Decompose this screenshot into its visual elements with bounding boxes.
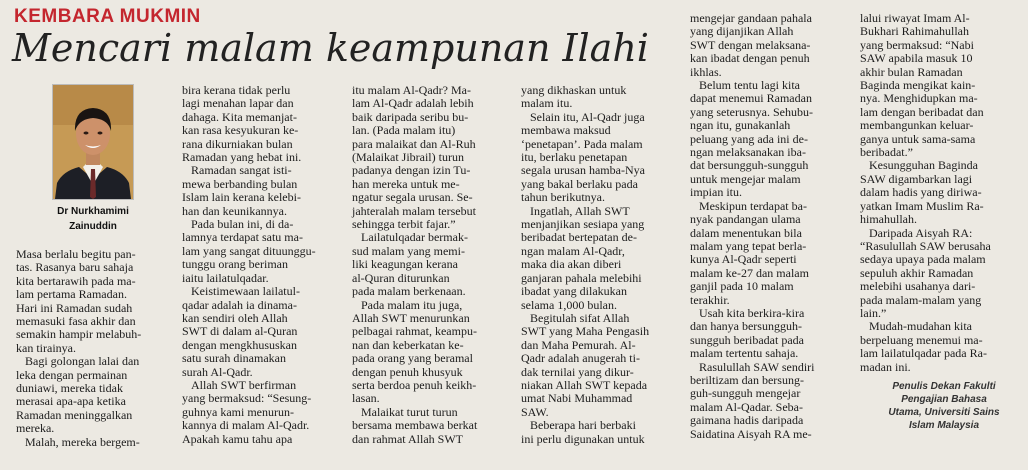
author-name-line1: Dr Nurkhamimi [57, 206, 129, 217]
text-line: lam Al-Qadr adalah lebih [352, 96, 474, 111]
text-line: Pada malam itu juga, [352, 297, 463, 312]
text-line: Belum tentu lagi kita [690, 78, 800, 93]
text-line: sungguh beribadat pada [690, 332, 804, 347]
text-line: Lailatulqadar bermak- [352, 230, 468, 245]
text-line: dapat menemui Ramadan [690, 91, 812, 106]
text-line: mewa berbanding bulan [182, 176, 298, 191]
text-line: sehingga terbit fajar.” [352, 217, 456, 232]
text-line: Beberapa hari berbaki [521, 418, 636, 433]
text-line: itu, berlaku penetapan [521, 150, 628, 165]
text-line: himahullah. [860, 212, 917, 227]
text-line: pada orang yang beramal [352, 351, 473, 366]
text-line: nya. Menghidupkan ma- [860, 91, 978, 106]
text-line: kita bertarawih pada ma- [16, 273, 136, 288]
text-line: Malah, mereka bergem- [16, 434, 140, 449]
text-line: membawa maksud [521, 123, 611, 138]
author-note-line: Utama, Universiti Sains [888, 406, 1000, 418]
text-line: mengejar gandaan pahala [690, 11, 812, 25]
text-line: malam Al-Qadar. Seba- [690, 399, 803, 414]
text-line: para malaikat dan Al-Ruh [352, 136, 476, 151]
text-line: rana dikurniakan bulan [182, 136, 293, 151]
text-line: ibadat yang dilakukan [521, 284, 627, 299]
text-line: mereka. [16, 421, 55, 436]
text-line: Begitulah sifat Allah [521, 310, 630, 325]
text-line: Ingatlah, Allah SWT [521, 203, 630, 218]
text-line: Ramadan sangat isti- [182, 163, 292, 178]
text-line: itu malam Al-Qadr? Ma- [352, 83, 471, 97]
text-line: han mereka untuk me- [352, 176, 460, 191]
text-line: Allah SWT berfirman [182, 377, 297, 392]
text-line: bira kerana tidak perlu [182, 83, 291, 97]
article-headline: Mencari malam keampunan Ilahi [12, 26, 649, 70]
text-line: segala urusan hamba-Nya [521, 163, 645, 178]
text-line: Ramadan meninggalkan [16, 407, 133, 422]
text-line: bersama membawa berkat [352, 418, 478, 433]
text-line: ‘penetapan’. Pada malam [521, 136, 643, 151]
text-line: ganjaran pahala melebihi [521, 270, 642, 285]
author-note [860, 380, 1028, 432]
text-line: ngatur segala urusan. Se- [352, 190, 473, 205]
text-line: guh-sungguh mengejar [690, 386, 801, 401]
text-line: Rasulullah SAW sendiri [690, 359, 815, 374]
article-column-4 [521, 84, 689, 446]
author-note-line: Penulis Dekan Fakulti [892, 380, 996, 392]
text-line: kan ibadat dengan penuh [690, 51, 810, 66]
text-line: peluang yang ada ini de- [690, 131, 808, 146]
text-line: kunya Al-Qadr seperti [690, 252, 797, 267]
text-line: sepuluh akhir Ramadan [860, 265, 974, 280]
text-line: dahaga. Kita memanjat- [182, 109, 297, 124]
text-line: iaitu lailatulqadar. [182, 270, 269, 285]
text-line: tunggu orang beriman [182, 257, 288, 272]
text-line: ngan itu, gunakanlah [690, 118, 791, 133]
text-line: niakan Allah SWT kepada [521, 377, 648, 392]
text-line: al-Quran diturunkan [352, 270, 450, 285]
text-line: yang bakal berlaku pada [521, 176, 638, 191]
text-line: Malaikat turut turun [352, 404, 458, 419]
text-line: dengan mengkhususkan [182, 337, 297, 352]
text-line: beribadat bertepatan de- [521, 230, 637, 245]
text-line: SAW apabila masuk 10 [860, 51, 973, 66]
text-line: lam lailatulqadar pada Ra- [860, 346, 987, 361]
text-line: SAW. [521, 404, 549, 419]
text-line: “Rasulullah SAW berusaha [860, 238, 991, 253]
text-line: akhir bulan Ramadan [860, 64, 963, 79]
text-line: lalui riwayat Imam Al- [860, 11, 970, 25]
text-line: duniawi, mereka tidak [16, 381, 123, 396]
text-line: Bagi golongan lalai dan [16, 354, 140, 369]
text-line: terakhir. [690, 292, 730, 307]
text-line: dan hanya bersungguh- [690, 319, 802, 334]
text-line: dak ternilai yang dikur- [521, 364, 634, 379]
text-line: lain.” [860, 305, 887, 320]
text-line: impian itu. [690, 185, 742, 200]
text-line: baik daripada seribu bu- [352, 109, 469, 124]
text-line: sud malam yang memi- [352, 243, 465, 258]
text-line: melebihi usahanya dari- [860, 279, 976, 294]
text-line: lam yang sangat dituunggu- [182, 243, 316, 258]
text-line: qadar adalah ia dinama- [182, 297, 297, 312]
text-line: Qadr adalah anugerah ti- [521, 351, 640, 366]
text-line: beriltizam dan bersung- [690, 372, 804, 387]
text-line: Keistimewaan lailatul- [182, 284, 300, 299]
text-line: lan. (Pada malam itu) [352, 123, 456, 138]
text-line: merasai apa-apa ketika [16, 394, 126, 409]
text-line: malam yang tepat berla- [690, 238, 807, 253]
text-line: liki keagungan kerana [352, 257, 458, 272]
text-line: lam dengan beribadat dan [860, 104, 984, 119]
text-line: SAW digambarkan lagi [860, 171, 973, 186]
text-line: nyak pandangan ulama [690, 212, 801, 227]
text-line: lamnya terdapat satu ma- [182, 230, 303, 245]
text-line: dalam menentukan bila [690, 225, 802, 240]
text-line: dan Maha Pemurah. Al- [521, 337, 636, 352]
text-line: yatkan Imam Muslim Ra- [860, 198, 984, 213]
text-line: dengan penuh khusyuk [352, 364, 463, 379]
text-line: maka dia akan diberi [521, 257, 622, 272]
article-column-6 [860, 12, 1028, 432]
text-line: kan sendiri oleh Allah [182, 310, 288, 325]
text-line: ini perlu digunakan untuk [521, 431, 645, 446]
text-line: Saidatina Aisyah RA me- [690, 426, 812, 441]
text-line: Kesungguhan Baginda [860, 158, 978, 173]
text-line: berpeluang menemui ma- [860, 332, 983, 347]
text-line: madan ini. [860, 359, 911, 374]
text-line: SWT dengan melaksana- [690, 37, 811, 52]
text-line: memasuki fasa akhir dan [16, 314, 136, 329]
text-line: yang dikhaskan untuk [521, 83, 627, 97]
text-line: lam pertama Ramadan. [16, 287, 127, 302]
text-line: Meskipun terdapat ba- [690, 198, 807, 213]
article-column-3 [352, 84, 520, 446]
text-line: Islam lain kerana kelebi- [182, 190, 301, 205]
text-line: dalam hadis yang diriwa- [860, 185, 982, 200]
author-note-line: Pengajian Bahasa [901, 393, 987, 405]
text-line: ganjil pada 10 malam [690, 279, 794, 294]
text-line: han dan keunikannya. [182, 203, 287, 218]
text-line: sedaya upaya pada malam [860, 252, 986, 267]
article-column-1 [16, 248, 176, 449]
text-line: beribadat.” [860, 145, 913, 160]
text-line: malam ke-27 dan malam [690, 265, 809, 280]
text-line: guhnya kami menurun- [182, 404, 294, 419]
text-line: Daripada Aisyah RA: [860, 225, 973, 240]
text-line: Apakah kamu tahu apa [182, 431, 293, 446]
text-line: malam itu. [521, 96, 573, 111]
text-line: surah Al-Qadr. [182, 364, 253, 379]
text-line: SWT di dalam al-Quran [182, 324, 298, 339]
text-line: Baginda mengikat kain- [860, 78, 976, 93]
text-line: kannya di malam Al-Qadr. [182, 418, 310, 433]
author-name-line2: Zainuddin [69, 221, 117, 232]
text-line: membangunkan keluar- [860, 118, 974, 133]
text-line: untuk mengejar malam [690, 171, 801, 186]
article-column-2 [182, 84, 350, 446]
text-line: jahteralah malam tersebut [352, 203, 476, 218]
text-line: (Malaikat Jibrail) turun [352, 150, 464, 165]
text-line: Mudah-mudahan kita [860, 319, 972, 334]
text-line: lasan. [352, 391, 380, 406]
text-line: leka dengan permainan [16, 367, 128, 382]
text-line: Bukhari Rahimahullah [860, 24, 969, 39]
text-line: semakin hampir melabuh- [16, 327, 142, 342]
text-line: Masa berlalu begitu pan- [16, 247, 136, 261]
text-line: serta berdoa penuh keikh- [352, 377, 477, 392]
text-line: Hari ini Ramadan sudah [16, 300, 133, 315]
text-line: Pada bulan ini, di da- [182, 217, 294, 232]
author-photo [52, 84, 134, 200]
text-line: pelbagai rahmat, keampu- [352, 324, 477, 339]
text-line: yang seterusnya. Sehubu- [690, 104, 813, 119]
text-line: kan tirainya. [16, 340, 76, 355]
text-line: satu surah dinamakan [182, 351, 286, 366]
text-line: padanya dengan izin Tu- [352, 163, 471, 178]
text-line: Usah kita berkira-kira [690, 305, 805, 320]
text-line: Selain itu, Al-Qadr juga [521, 109, 645, 124]
text-line: umat Nabi Muhammad [521, 391, 633, 406]
text-line: gaimana hadis daripada [690, 413, 804, 428]
section-rubric: KEMBARA MUKMIN [14, 6, 201, 27]
text-line: pada malam-malam yang [860, 292, 982, 307]
author-note-line: Islam Malaysia [908, 419, 980, 431]
text-line: malam tertentu sahaja. [690, 346, 799, 361]
text-line: tas. Rasanya baru sahaja [16, 260, 134, 275]
text-line: kan rasa kesyukuran ke- [182, 123, 299, 138]
text-line: ganya untuk sama-sama [860, 131, 976, 146]
text-line: yang bermaksud: “Nabi [860, 37, 974, 52]
text-line: Allah SWT menurunkan [352, 310, 470, 325]
text-line: tahun berikutnya. [521, 190, 605, 205]
text-line: yang bermaksud: “Sesung- [182, 391, 312, 406]
text-line: dan rahmat Allah SWT [352, 431, 463, 446]
text-line: dat bersungguh-sungguh [690, 158, 809, 173]
text-line: SWT yang Maha Pengasih [521, 324, 650, 339]
article-column-5 [690, 12, 858, 441]
text-line: ikhlas. [690, 64, 722, 79]
author-byline [12, 204, 174, 234]
text-line: ngan malam Al-Qadr, [521, 243, 625, 258]
text-line: ngan melaksanakan iba- [690, 145, 806, 160]
text-line: yang dijanjikan Allah [690, 24, 794, 39]
text-line: nan dan keberkatan ke- [352, 337, 464, 352]
text-line: lagi menahan lapar dan [182, 96, 294, 111]
text-line: menjanjikan sesiapa yang [521, 217, 645, 232]
text-line: selama 1,000 bulan. [521, 297, 617, 312]
text-line: Ramadan yang hebat ini. [182, 150, 302, 165]
text-line: pada malam berkenaan. [352, 284, 466, 299]
